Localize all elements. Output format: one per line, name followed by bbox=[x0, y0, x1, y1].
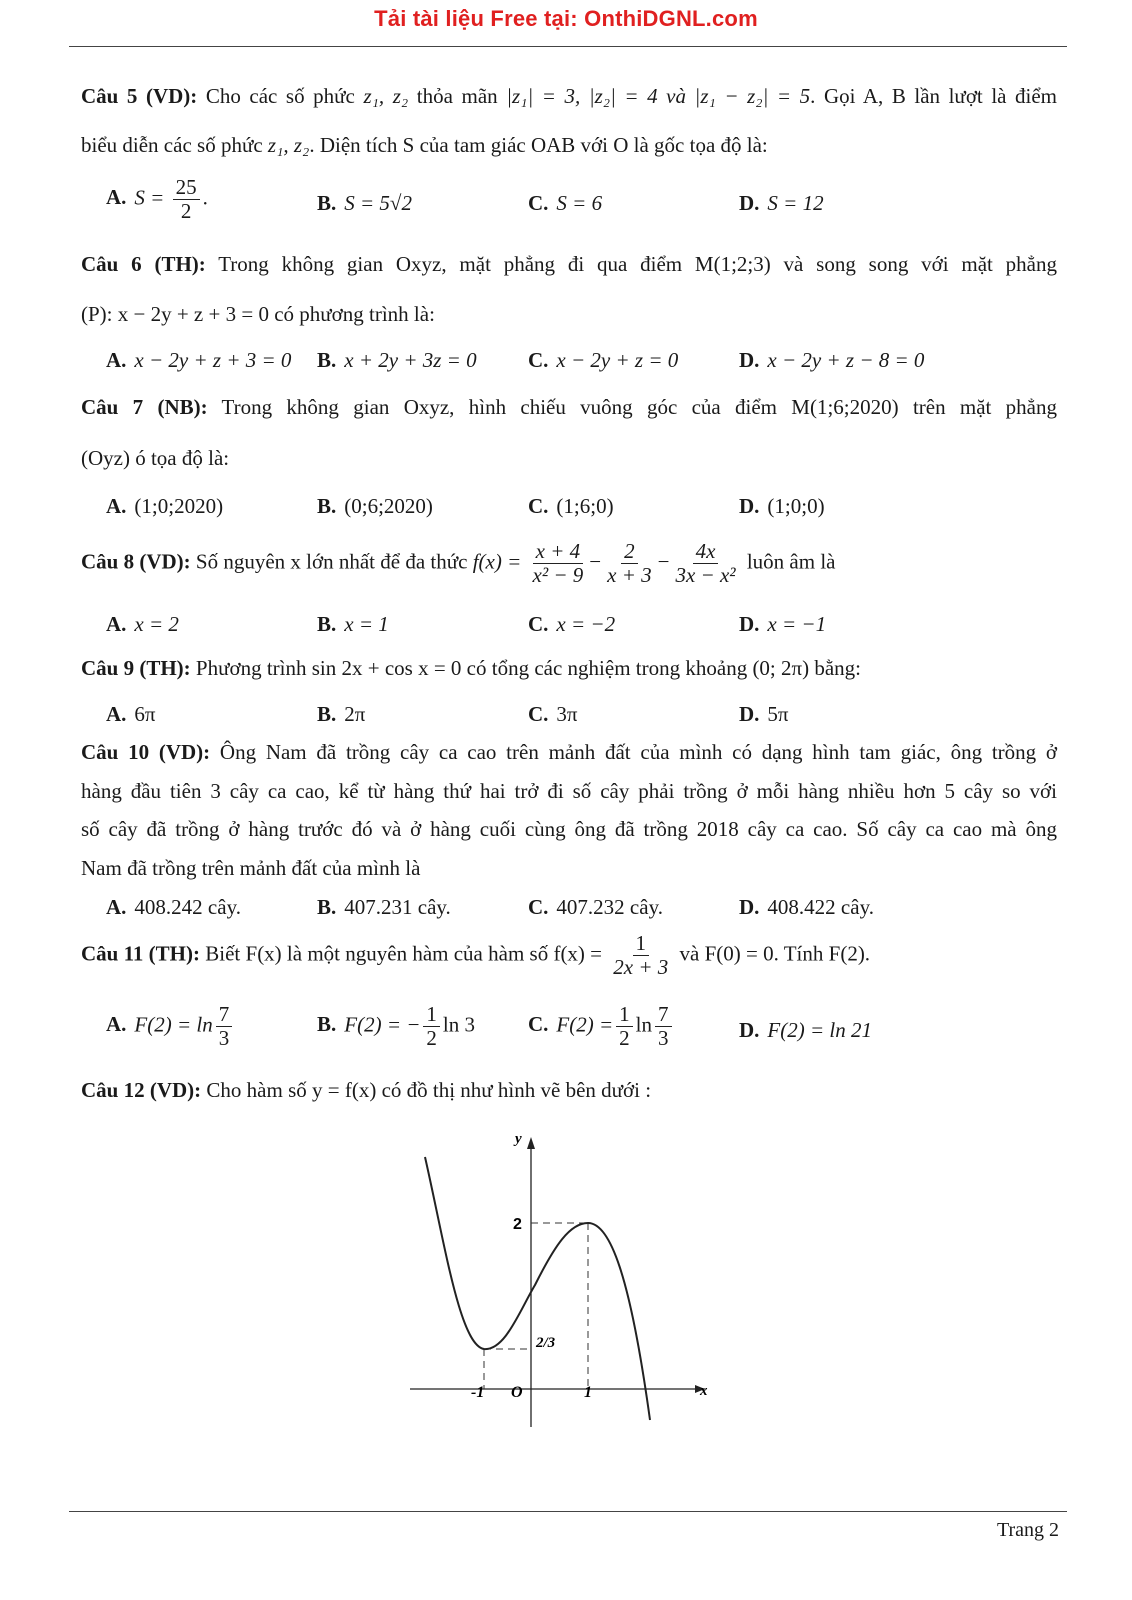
q6-option-b-label: B. bbox=[317, 348, 337, 372]
q11-label: Câu 11 (TH): bbox=[81, 941, 201, 966]
q11-option-c-den2: 3 bbox=[658, 1026, 669, 1051]
q8-minus-2: − bbox=[657, 549, 670, 574]
q6-label: Câu 6 (TH): bbox=[81, 252, 206, 276]
q5-option-b-text: S = 5√2 bbox=[344, 191, 412, 215]
q9-option-c-text: 3π bbox=[556, 702, 578, 726]
q7-option-c[interactable] bbox=[528, 494, 614, 519]
q8-text2: luôn âm là bbox=[746, 549, 836, 574]
q8-option-a[interactable] bbox=[106, 612, 179, 637]
q6-option-c-label: C. bbox=[528, 348, 549, 372]
q11-option-d-text: F(2) = ln 21 bbox=[767, 1018, 872, 1042]
q8-label: Câu 8 (VD): bbox=[81, 549, 191, 574]
q11-option-c-num2: 7 bbox=[655, 1003, 672, 1027]
q11-option-b-pre: F(2) = − bbox=[344, 1012, 421, 1037]
question-11 bbox=[81, 932, 1057, 979]
q5-option-a-label: A. bbox=[106, 185, 127, 210]
question-8 bbox=[81, 540, 1057, 587]
header-rule bbox=[69, 46, 1067, 47]
q11-option-a-num: 7 bbox=[216, 1003, 233, 1027]
q11-option-b-num: 1 bbox=[423, 1003, 440, 1027]
q9-option-c[interactable] bbox=[528, 702, 578, 727]
q8-f3-den: 3x − x² bbox=[675, 563, 736, 588]
q7-option-a[interactable] bbox=[106, 494, 223, 519]
q10-option-b-label: B. bbox=[317, 895, 337, 919]
q8-text1: Số nguyên x lớn nhất để đa thức bbox=[195, 549, 468, 574]
q5-line2b: . Diện tích S của tam giác OAB với O là gốc tọa độ là: bbox=[309, 133, 768, 157]
q11-fraction bbox=[610, 932, 671, 979]
footer-rule bbox=[69, 1511, 1067, 1512]
q9-label: Câu 9 (TH): bbox=[81, 656, 191, 680]
q5-option-c-text: S = 6 bbox=[556, 191, 603, 215]
q7-option-d-label: D. bbox=[739, 494, 760, 518]
q9-option-b-text: 2π bbox=[344, 702, 366, 726]
q8-option-a-text: x = 2 bbox=[134, 612, 179, 636]
q11-option-a-fraction bbox=[216, 1003, 233, 1050]
q6-option-a-label: A. bbox=[106, 348, 127, 372]
q11-option-b-fraction bbox=[423, 1003, 440, 1050]
q9-option-a-text: 6π bbox=[134, 702, 156, 726]
q10-option-c-text: 407.232 cây. bbox=[556, 895, 663, 919]
q11-option-c[interactable] bbox=[528, 1003, 675, 1050]
q6-option-a[interactable] bbox=[106, 348, 291, 373]
q9-option-a[interactable] bbox=[106, 702, 156, 727]
x-min-label: -1 bbox=[471, 1384, 485, 1401]
q11-option-a-den: 3 bbox=[218, 1026, 230, 1051]
y-axis-label: y bbox=[515, 1131, 522, 1147]
page-number: Trang 2 bbox=[996, 1519, 1059, 1541]
q5-option-a-post: . bbox=[202, 185, 208, 210]
q8-option-d[interactable] bbox=[739, 612, 826, 637]
q8-option-d-label: D. bbox=[739, 612, 760, 636]
q11-option-d-label: D. bbox=[739, 1018, 760, 1042]
q10-option-a[interactable] bbox=[106, 895, 241, 920]
q10-option-a-text: 408.242 cây. bbox=[134, 895, 241, 919]
q7-option-b-text: (0;6;2020) bbox=[344, 494, 433, 518]
q9-option-b-label: B. bbox=[317, 702, 337, 726]
function-graph bbox=[405, 1125, 725, 1435]
q7-option-b[interactable] bbox=[317, 494, 433, 519]
q11-option-c-num: 1 bbox=[616, 1003, 633, 1027]
y-axis-arrow-icon bbox=[527, 1137, 535, 1149]
q10-line1: Ông Nam đã trồng cây ca cao trên mảnh đất của mình có dạng hình tam giác, ông trồng ở bbox=[219, 740, 1058, 764]
q5-option-a-den: 2 bbox=[180, 199, 192, 224]
q5-option-a-pre: S = bbox=[134, 185, 165, 210]
q5-option-d[interactable] bbox=[739, 191, 824, 216]
q10-option-b-text: 407.231 cây. bbox=[344, 895, 451, 919]
q7-option-d-text: (1;0;0) bbox=[767, 494, 825, 518]
question-5-line2 bbox=[81, 133, 1057, 158]
q7-line1: Trong không gian Oxyz, hình chiếu vuông góc của điểm M(1;6;2020) trên mặt phẳng bbox=[221, 395, 1058, 419]
q6-line1: Trong không gian Oxyz, mặt phẳng đi qua điểm M(1;2;3) và song song với mặt phẳng bbox=[218, 252, 1057, 276]
q5-text2: thỏa mãn bbox=[416, 84, 498, 108]
q8-fraction-3 bbox=[672, 540, 738, 587]
question-9 bbox=[81, 656, 1057, 681]
q5-option-b-label: B. bbox=[317, 191, 337, 215]
q11-option-b-post: ln 3 bbox=[442, 1012, 476, 1037]
q8-option-b[interactable] bbox=[317, 612, 389, 637]
q7-label: Câu 7 (NB): bbox=[81, 395, 208, 419]
q5-option-a[interactable] bbox=[106, 176, 208, 223]
q8-fx: f(x) = bbox=[472, 549, 522, 574]
question-12 bbox=[81, 1078, 1057, 1103]
q10-option-a-label: A. bbox=[106, 895, 127, 919]
q11-text1: Biết F(x) là một nguyên hàm của hàm số f(x) = bbox=[205, 941, 603, 966]
question-5 bbox=[81, 84, 1057, 109]
question-7 bbox=[81, 395, 1057, 420]
q5-option-c-label: C. bbox=[528, 191, 549, 215]
q10-option-d-label: D. bbox=[739, 895, 760, 919]
q10-option-d[interactable] bbox=[739, 895, 874, 920]
q6-option-b[interactable] bbox=[317, 348, 477, 373]
q7-option-b-label: B. bbox=[317, 494, 337, 518]
q11-option-c-post: ln bbox=[635, 1012, 653, 1037]
q5-option-d-text: S = 12 bbox=[767, 191, 824, 215]
q11-option-b-label: B. bbox=[317, 1012, 337, 1037]
q7-option-c-label: C. bbox=[528, 494, 549, 518]
q8-f1-num: x + 4 bbox=[533, 540, 584, 564]
q8-fraction-2 bbox=[604, 540, 655, 587]
q6-option-c-text: x − 2y + z = 0 bbox=[556, 348, 679, 372]
q6-option-d[interactable] bbox=[739, 348, 924, 373]
q9-option-d-text: 5π bbox=[767, 702, 789, 726]
question-10-line3: số cây đã trồng ở hàng trước đó và ở hàng cuối cùng ông đã trồng 2018 cây ca cao. Số cây ca cao mà ông bbox=[81, 817, 1057, 841]
q11-option-c-den: 2 bbox=[619, 1026, 630, 1051]
q8-option-c-text: x = −2 bbox=[556, 612, 616, 636]
q11-option-b[interactable] bbox=[317, 1003, 475, 1050]
q9-option-c-label: C. bbox=[528, 702, 549, 726]
q8-fraction-1 bbox=[530, 540, 587, 587]
q5-vars: z₁, z₂ bbox=[363, 84, 409, 108]
q10-label: Câu 10 (VD): bbox=[81, 740, 211, 764]
q8-f3-num: 4x bbox=[693, 540, 719, 564]
q7-option-d[interactable] bbox=[739, 494, 825, 519]
q11-option-c-fraction-1 bbox=[616, 1003, 633, 1050]
y-max-label: 2 bbox=[513, 1216, 522, 1233]
y-min-label: 2/3 bbox=[536, 1335, 556, 1351]
origin-label: O bbox=[511, 1384, 523, 1401]
q6-option-d-text: x − 2y + z − 8 = 0 bbox=[767, 348, 925, 372]
q10-option-c-label: C. bbox=[528, 895, 549, 919]
x-axis-label: x bbox=[700, 1383, 708, 1399]
q8-f1-den: x² − 9 bbox=[532, 563, 584, 588]
q8-option-a-label: A. bbox=[106, 612, 127, 636]
q8-option-c-label: C. bbox=[528, 612, 549, 636]
q11-option-a-label: A. bbox=[106, 1012, 127, 1037]
q7-option-c-text: (1;6;0) bbox=[556, 494, 614, 518]
question-7-line2: (Oyz) ó tọa độ là: bbox=[81, 446, 230, 470]
q11-option-d[interactable] bbox=[739, 1018, 872, 1043]
q5-option-d-label: D. bbox=[739, 191, 760, 215]
q8-option-d-text: x = −1 bbox=[767, 612, 827, 636]
q11-den: 2x + 3 bbox=[613, 955, 669, 980]
q12-label: Câu 12 (VD): bbox=[81, 1078, 202, 1102]
q9-option-d-label: D. bbox=[739, 702, 760, 726]
q9-text: Phương trình sin 2x + cos x = 0 có tổng các nghiệm trong khoảng (0; 2π) bằng: bbox=[195, 656, 862, 680]
q12-text: Cho hàm số y = f(x) có đồ thị như hình vẽ bên dưới : bbox=[206, 1078, 652, 1102]
question-6 bbox=[81, 252, 1057, 277]
q11-option-c-pre: F(2) = bbox=[556, 1012, 614, 1037]
q7-option-a-text: (1;0;2020) bbox=[134, 494, 224, 518]
q11-option-a-pre: F(2) = ln bbox=[134, 1012, 213, 1037]
q5-option-a-fraction bbox=[173, 176, 200, 223]
q8-f2-num: 2 bbox=[621, 540, 638, 564]
site-banner[interactable]: Tải tài liệu Free tại: OnthiDGNL.com bbox=[374, 6, 758, 31]
q7-option-a-label: A. bbox=[106, 494, 127, 518]
q11-text2: và F(0) = 0. Tính F(2). bbox=[679, 941, 871, 966]
q6-option-c[interactable] bbox=[528, 348, 678, 373]
question-6-line2: (P): x − 2y + z + 3 = 0 có phương trình là: bbox=[81, 302, 435, 326]
q11-option-b-den: 2 bbox=[426, 1026, 437, 1051]
q9-option-a-label: A. bbox=[106, 702, 127, 726]
x-max-label: 1 bbox=[584, 1384, 592, 1401]
q9-option-b[interactable] bbox=[317, 702, 365, 727]
q10-option-d-text: 408.422 cây. bbox=[767, 895, 874, 919]
q5-option-b[interactable] bbox=[317, 191, 412, 216]
q5-line2a: biểu diễn các số phức bbox=[81, 133, 263, 157]
q5-text1: Cho các số phức bbox=[205, 84, 355, 108]
q11-option-c-fraction-2 bbox=[655, 1003, 672, 1050]
q5-text3: . Gọi A, B lần lượt là điểm bbox=[810, 84, 1058, 108]
q8-f2-den: x + 3 bbox=[607, 563, 652, 588]
question-10 bbox=[81, 740, 1057, 765]
q8-option-c[interactable] bbox=[528, 612, 615, 637]
q8-minus-1: − bbox=[589, 549, 602, 574]
q8-option-b-text: x = 1 bbox=[344, 612, 389, 636]
q6-option-a-text: x − 2y + z + 3 = 0 bbox=[134, 348, 292, 372]
q8-option-b-label: B. bbox=[317, 612, 337, 636]
q11-num: 1 bbox=[633, 932, 650, 956]
question-10-line2: hàng đầu tiên 3 cây ca cao, kể từ hàng thứ hai trở đi số cây phải trồng ở mỗi hàng nhiều hơn 5 cây so với bbox=[81, 779, 1057, 803]
q9-option-d[interactable] bbox=[739, 702, 789, 727]
q10-option-c[interactable] bbox=[528, 895, 663, 920]
q11-option-a[interactable] bbox=[106, 1003, 235, 1050]
q10-option-b[interactable] bbox=[317, 895, 451, 920]
q6-option-d-label: D. bbox=[739, 348, 760, 372]
function-curve bbox=[425, 1157, 650, 1420]
q5-option-c[interactable] bbox=[528, 191, 602, 216]
q5-vars-2: z₁, z₂ bbox=[267, 133, 310, 157]
q5-option-a-num: 25 bbox=[173, 176, 200, 200]
q6-option-b-text: x + 2y + 3z = 0 bbox=[344, 348, 477, 372]
q11-option-c-label: C. bbox=[528, 1012, 549, 1037]
q5-label: Câu 5 (VD): bbox=[81, 84, 198, 108]
question-10-line4: Nam đã trồng trên mảnh đất của mình là bbox=[81, 856, 421, 880]
q5-cond: |z₁| = 3, |z₂| = 4 và |z₁ − z₂| = 5 bbox=[506, 84, 811, 108]
